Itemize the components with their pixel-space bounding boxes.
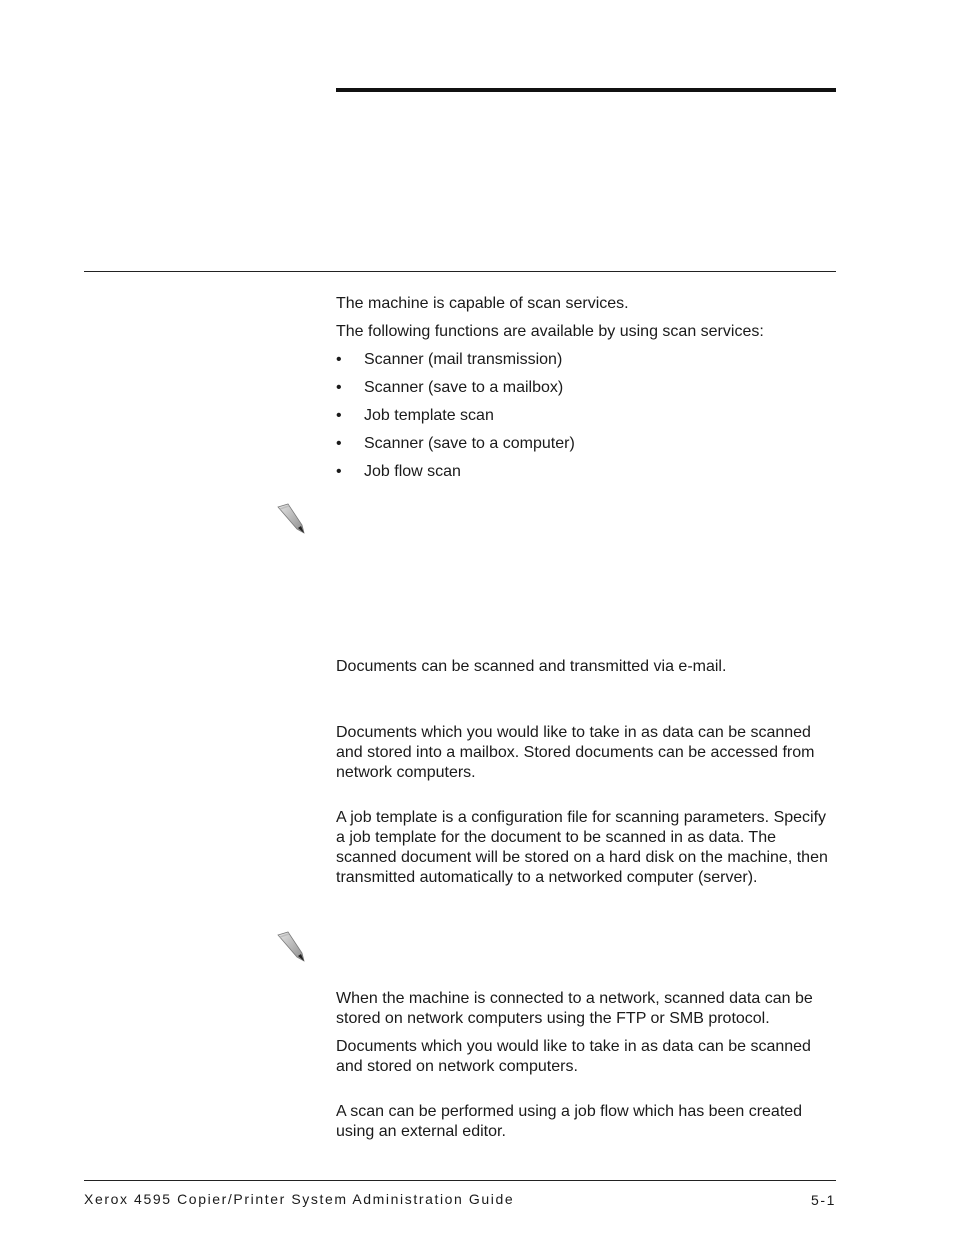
job-flow-text: A scan can be performed using a job flow which has been created using an external editor.: [336, 1103, 803, 1140]
mail-transmission-text: Documents can be scanned and transmitted via e-mail.: [336, 658, 727, 675]
list-item: [336, 434, 836, 462]
list-item-label: Job template scan: [364, 407, 494, 424]
list-item: [336, 462, 836, 490]
footer-title: Xerox 4595 Copier/Printer System Administration Guide: [84, 1191, 515, 1207]
bullet: •: [336, 463, 342, 480]
section-divider: [84, 271, 836, 272]
list-item-label: Job flow scan: [364, 463, 461, 480]
list-item: [336, 406, 836, 434]
list-item-label: Scanner (save to a mailbox): [364, 379, 564, 396]
list-item-label: Scanner (save to a computer): [364, 435, 575, 452]
save-to-computer-network-text: When the machine is connected to a network, scanned data can be stored on network computers using the FTP or SMB protocol.: [336, 990, 813, 1027]
list-item: [336, 350, 836, 378]
intro-functions-lead: The following functions are available by using scan services:: [336, 323, 764, 340]
chapter-heading-rule: [336, 88, 836, 92]
job-template-text: A job template is a configuration file for scanning parameters. Specify a job template for the document to be scanned in as data. The scanned document will be stored on a hard disk on the machine, then transmitted automatically to a networked computer (server).: [336, 809, 828, 886]
list-item-label: Scanner (mail transmission): [364, 351, 563, 368]
bullet: •: [336, 407, 342, 424]
intro-capability-text: The machine is capable of scan services.: [336, 295, 629, 312]
save-to-mailbox-text: Documents which you would like to take in as data can be scanned and stored into a mailbox. Stored documents can be accessed from network computers.: [336, 724, 815, 781]
scan-functions-list: [336, 350, 836, 490]
footer-rule: [84, 1180, 836, 1181]
save-to-computer-data-text: Documents which you would like to take in as data can be scanned and stored on network computers.: [336, 1038, 811, 1075]
note-pencil-icon: [274, 929, 310, 965]
bullet: •: [336, 435, 342, 452]
list-item: [336, 378, 836, 406]
note-pencil-icon: [274, 501, 310, 537]
bullet: •: [336, 351, 342, 368]
bullet: •: [336, 379, 342, 396]
page-number: 5-1: [810, 1192, 836, 1208]
